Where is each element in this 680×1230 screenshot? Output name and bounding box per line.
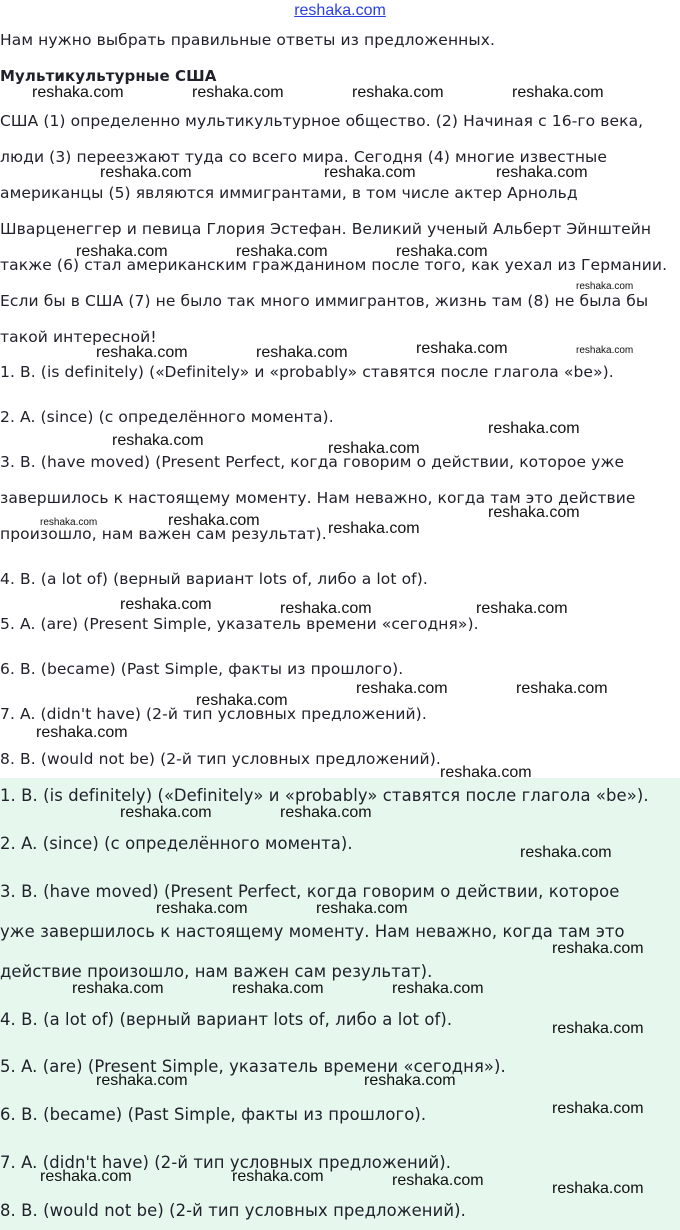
- watermark: reshaka.com: [488, 504, 580, 521]
- answer-green-line: 8. B. (would not be) (2-й тип условных предложений).: [0, 1201, 466, 1220]
- text-line: Шварценеггер и певица Глория Эстефан. Великий ученый Альберт Эйнштейн: [0, 220, 652, 238]
- answer-line: произошло, нам важен сам результат).: [0, 525, 327, 543]
- watermark: reshaka.com: [168, 512, 260, 529]
- answer-line: 5. A. (are) (Present Simple, указатель времени «сегодня»).: [0, 615, 479, 633]
- watermark: reshaka.com: [120, 804, 212, 821]
- watermark: reshaka.com: [232, 980, 324, 997]
- answer-green-line: 5. A. (are) (Present Simple, указатель времени «сегодня»).: [0, 1057, 506, 1076]
- intro-text: Нам нужно выбрать правильные ответы из предложенных.: [0, 31, 496, 49]
- watermark: reshaka.com: [36, 724, 128, 741]
- watermark: reshaka.com: [324, 164, 416, 181]
- answer-line: 2. A. (since) (с определённого момента).: [0, 408, 334, 426]
- watermark: reshaka.com: [32, 84, 124, 101]
- text-line: люди (3) переезжают туда со всего мира. Сегодня (4) многие известные: [0, 148, 608, 166]
- answer-line: 8. B. (would not be) (2-й тип условных предложений).: [0, 750, 441, 768]
- watermark: reshaka.com: [576, 281, 634, 292]
- answer-line: 6. B. (became) (Past Simple, факты из прошлого).: [0, 660, 404, 678]
- answer-green-line: 4. B. (a lot of) (верный вариант lots of, либо a lot of).: [0, 1010, 453, 1029]
- answer-line: завершилось к настоящему моменту. Нам неважно, когда там это действие: [0, 489, 636, 507]
- text-line: Если бы в США (7) не было так много иммигрантов, жизнь там (8) не была бы: [0, 292, 649, 310]
- watermark: reshaka.com: [96, 344, 188, 361]
- answer-green-line: 3. B. (have moved) (Present Perfect, когда говорим о действии, которое: [0, 882, 620, 901]
- watermark: reshaka.com: [416, 340, 508, 357]
- watermark: reshaka.com: [520, 844, 612, 861]
- watermark: reshaka.com: [328, 520, 420, 537]
- watermark: reshaka.com: [196, 692, 288, 709]
- watermark: reshaka.com: [352, 84, 444, 101]
- answer-green-line: 2. A. (since) (с определённого момента).: [0, 834, 353, 853]
- watermark: reshaka.com: [476, 600, 568, 617]
- article-title: Мультикультурные США: [0, 67, 217, 85]
- watermark: reshaka.com: [552, 1100, 644, 1117]
- watermark: reshaka.com: [576, 345, 634, 356]
- watermark: reshaka.com: [40, 517, 98, 528]
- site-link[interactable]: reshaka.com: [294, 2, 386, 19]
- watermark: reshaka.com: [392, 980, 484, 997]
- text-line: такой интересной!: [0, 328, 157, 346]
- watermark: reshaka.com: [280, 804, 372, 821]
- watermark: reshaka.com: [396, 243, 488, 260]
- watermark: reshaka.com: [100, 164, 192, 181]
- watermark: reshaka.com: [328, 440, 420, 457]
- watermark: reshaka.com: [72, 980, 164, 997]
- watermark: reshaka.com: [488, 420, 580, 437]
- answer-line: 7. A. (didn't have) (2-й тип условных предложений).: [0, 705, 427, 723]
- answer-line: 4. B. (a lot of) (верный вариант lots of, либо a lot of).: [0, 570, 428, 588]
- text-line: американцы (5) являются иммигрантами, в том числе актер Арнольд: [0, 184, 578, 202]
- watermark: reshaka.com: [40, 1168, 132, 1185]
- watermark: reshaka.com: [364, 1072, 456, 1089]
- watermark: reshaka.com: [316, 900, 408, 917]
- answer-green-line: действие произошло, нам важен сам результат).: [0, 962, 433, 981]
- watermark: reshaka.com: [356, 680, 448, 697]
- watermark: reshaka.com: [156, 900, 248, 917]
- watermark: reshaka.com: [440, 764, 532, 781]
- watermark: reshaka.com: [552, 1020, 644, 1037]
- watermark: reshaka.com: [120, 596, 212, 613]
- text-line: США (1) определенно мультикультурное общество. (2) Начиная с 16-го века,: [0, 112, 644, 130]
- watermark: reshaka.com: [280, 600, 372, 617]
- watermark: reshaka.com: [192, 84, 284, 101]
- watermark: reshaka.com: [512, 84, 604, 101]
- watermark: reshaka.com: [552, 1180, 644, 1197]
- watermark: reshaka.com: [112, 432, 204, 449]
- answer-line: 1. B. (is definitely) («Definitely» и «probably» ставятся после глагола «be»).: [0, 363, 614, 381]
- answer-green-line: 1. B. (is definitely) («Definitely» и «probably» ставятся после глагола «be»).: [0, 786, 649, 805]
- answer-green-line: 6. B. (became) (Past Simple, факты из прошлого).: [0, 1105, 427, 1124]
- answer-line: 3. B. (have moved) (Present Perfect, когда говорим о действии, которое уже: [0, 453, 625, 471]
- watermark: reshaka.com: [496, 164, 588, 181]
- watermark: reshaka.com: [392, 1172, 484, 1189]
- answer-green-line: уже завершилось к настоящему моменту. Нам неважно, когда там это: [0, 922, 625, 941]
- text-line: также (6) стал американским гражданином после того, как уехал из Германии.: [0, 256, 668, 274]
- watermark: reshaka.com: [552, 940, 644, 957]
- watermark: reshaka.com: [232, 1168, 324, 1185]
- answer-green-line: 7. A. (didn't have) (2-й тип условных предложений).: [0, 1153, 452, 1172]
- watermark: reshaka.com: [96, 1072, 188, 1089]
- watermark: reshaka.com: [236, 243, 328, 260]
- watermark: reshaka.com: [516, 680, 608, 697]
- watermark: reshaka.com: [256, 344, 348, 361]
- watermark: reshaka.com: [76, 243, 168, 260]
